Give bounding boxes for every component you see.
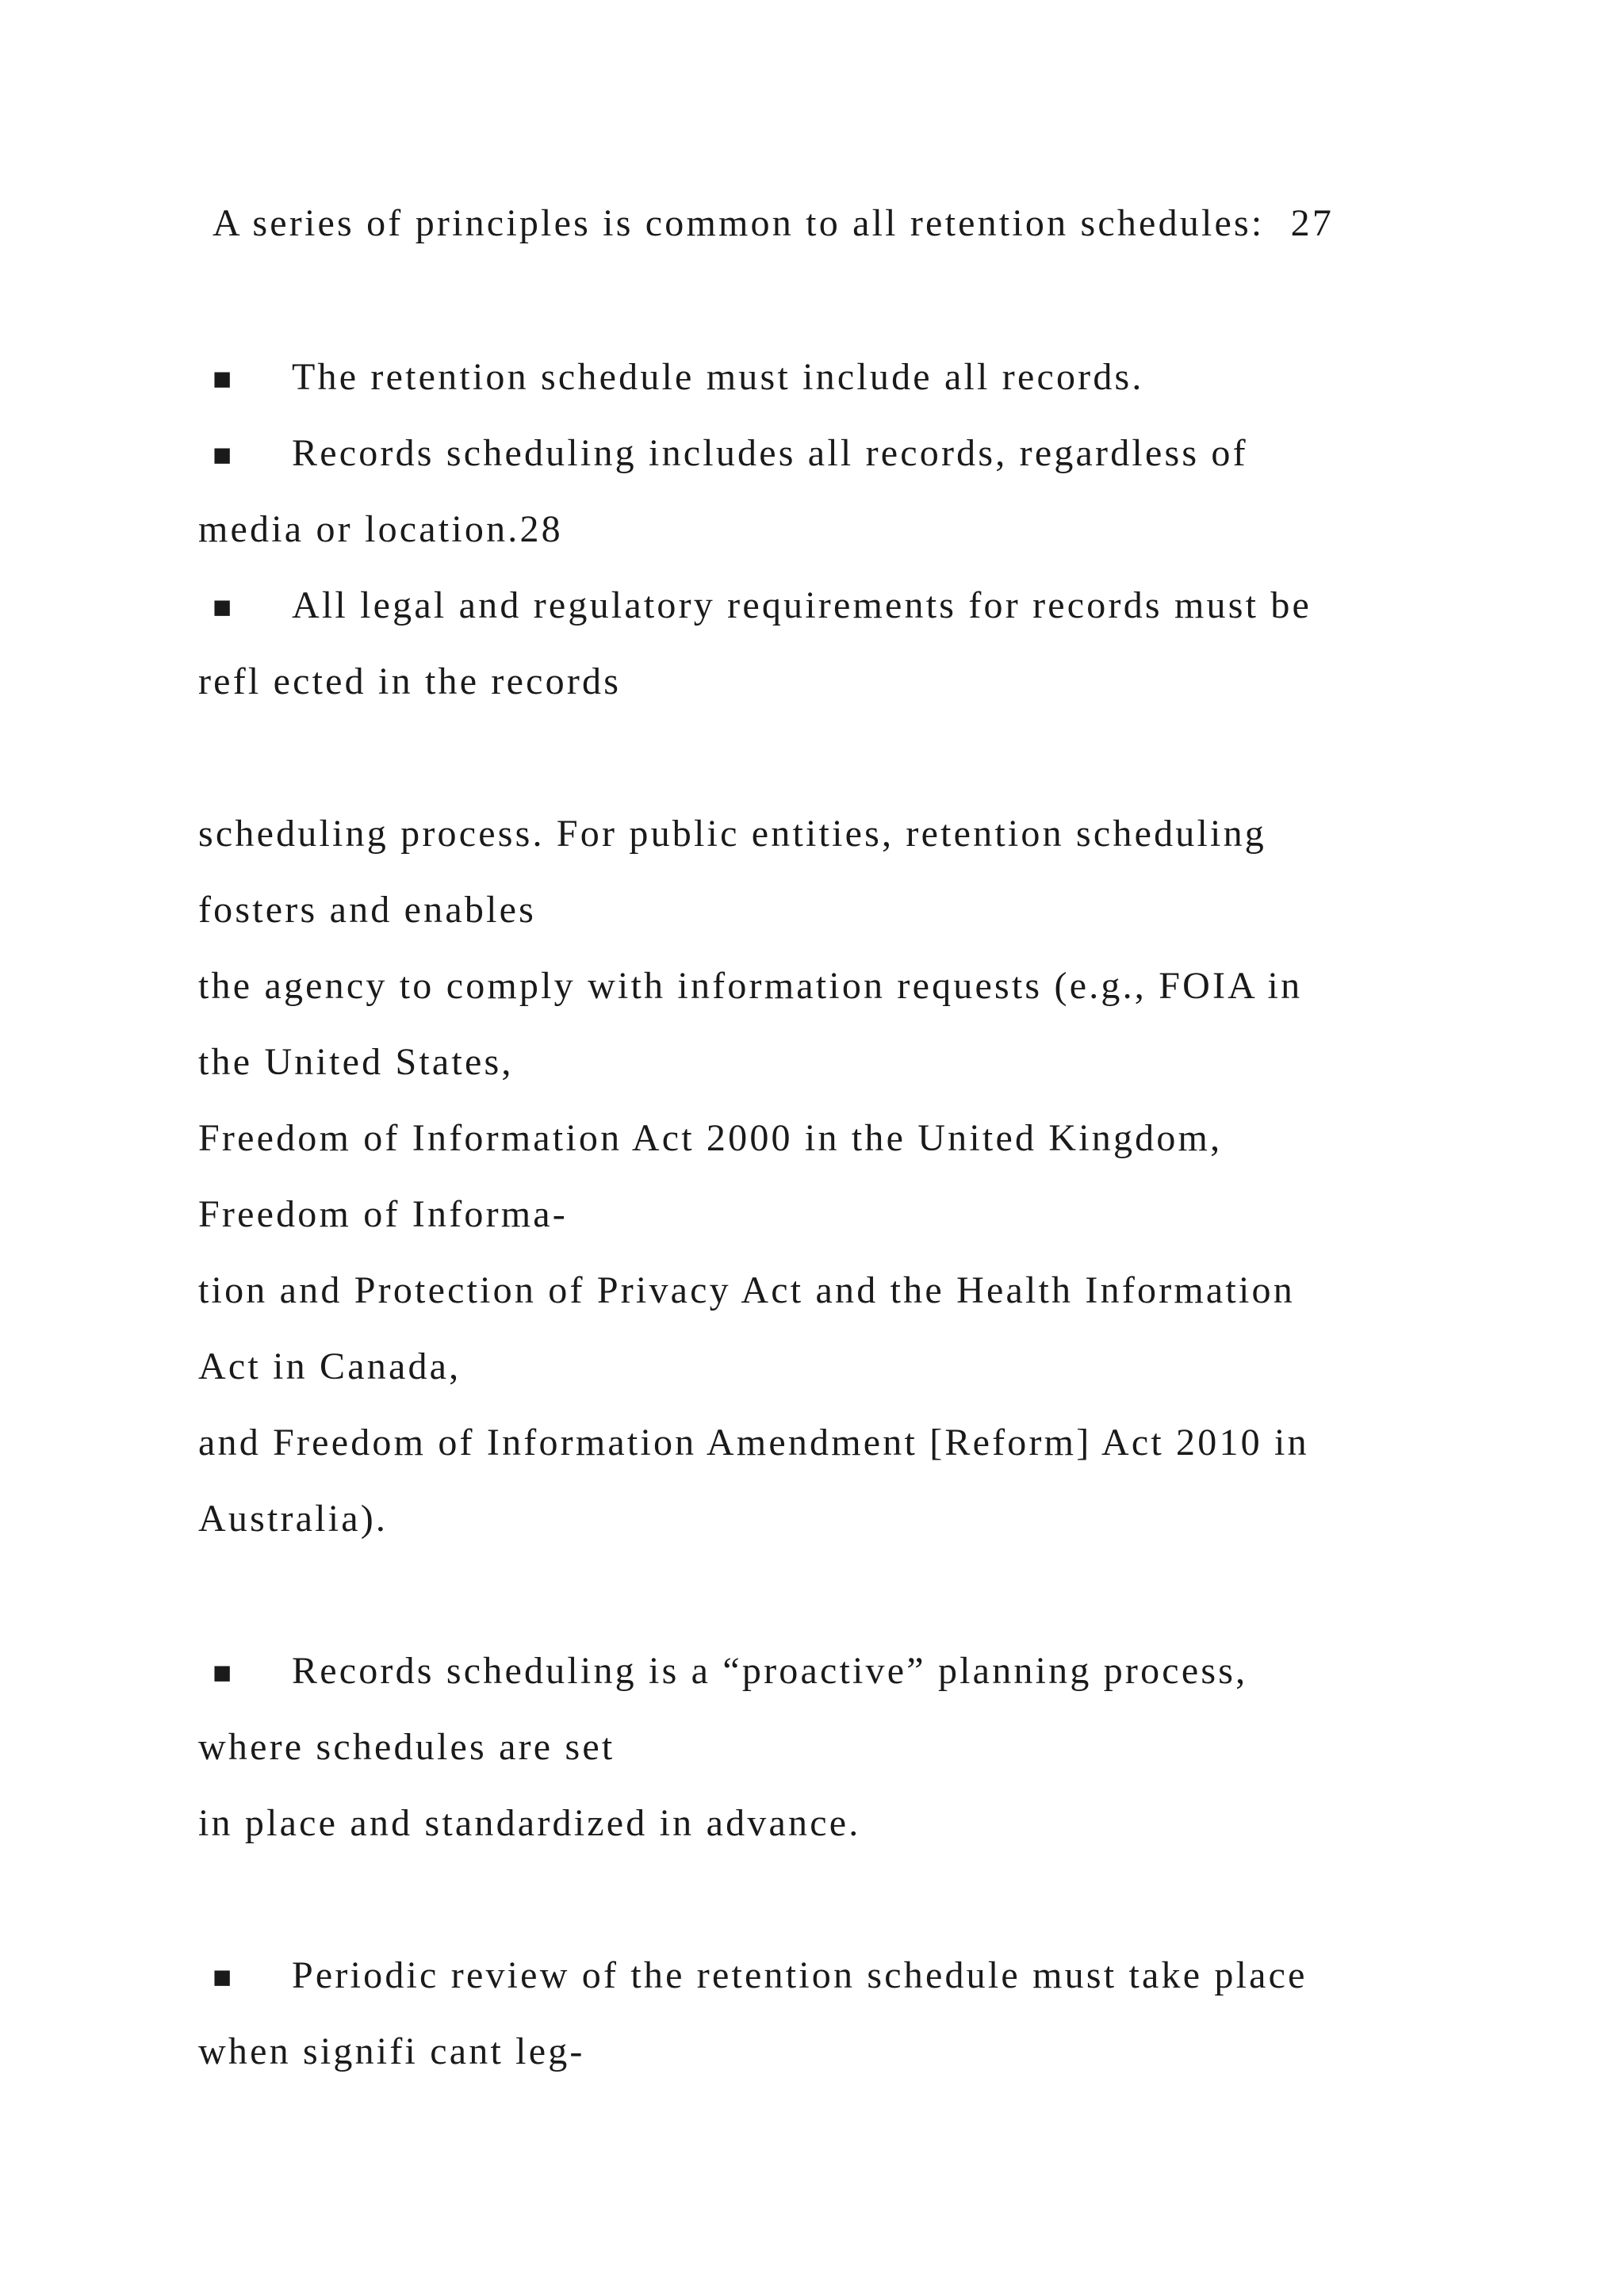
bullet-3-line-1: All legal and regulatory requirements for records must be	[292, 584, 1312, 626]
bullet-square-icon: ■	[213, 1655, 235, 1690]
paragraph-line-2: fosters and enables	[198, 889, 537, 931]
bullet-square-icon: ■	[213, 1959, 235, 1995]
paragraph-line-1: scheduling process. For public entities, retention scheduling	[198, 813, 1266, 855]
bullet-item-4	[213, 1647, 1247, 1697]
paragraph-line-6: Freedom of Informa-	[198, 1193, 568, 1235]
intro-line	[213, 200, 1334, 247]
paragraph-line-5: Freedom of Information Act 2000 in the United Kingdom,	[198, 1117, 1223, 1159]
paragraph-line-8: Act in Canada,	[198, 1345, 462, 1387]
bullet-item-5	[213, 1952, 1308, 2001]
bullet-5-line-1: Periodic review of the retention schedule must take place	[292, 1954, 1308, 1996]
bullet-square-icon: ■	[213, 437, 235, 473]
bullet-item-3	[213, 582, 1312, 631]
bullet-4-line-1: Records scheduling is a “proactive” planning process,	[292, 1650, 1248, 1692]
bullet-1-line-1: The retention schedule must include all records.	[292, 356, 1144, 398]
bullet-item-2	[213, 430, 1248, 479]
footnote-marker: 27	[1290, 202, 1335, 244]
intro-text: A series of principles is common to all retention schedules:	[213, 202, 1265, 244]
paragraph-line-4: the United States,	[198, 1041, 514, 1083]
paragraph-line-3: the agency to comply with information requests (e.g., FOIA in	[198, 965, 1303, 1007]
paragraph-line-10: Australia).	[198, 1498, 389, 1540]
bullet-square-icon: ■	[213, 589, 235, 625]
bullet-3-line-2: refl ected in the records	[198, 660, 622, 702]
paragraph-line-9: and Freedom of Information Amendment [Reform] Act 2010 in	[198, 1422, 1309, 1464]
bullet-square-icon: ■	[213, 361, 235, 396]
paragraph-line-7: tion and Protection of Privacy Act and the Health Information	[198, 1269, 1295, 1311]
bullet-4-line-3: in place and standardized in advance.	[198, 1802, 861, 1844]
bullet-4-line-2: where schedules are set	[198, 1726, 615, 1768]
bullet-5-line-2: when signifi cant leg-	[198, 2030, 585, 2072]
bullet-item-1	[213, 354, 1144, 403]
bullet-2-line-1: Records scheduling includes all records, regardless of	[292, 432, 1248, 474]
bullet-2-line-2: media or location.28	[198, 508, 563, 550]
